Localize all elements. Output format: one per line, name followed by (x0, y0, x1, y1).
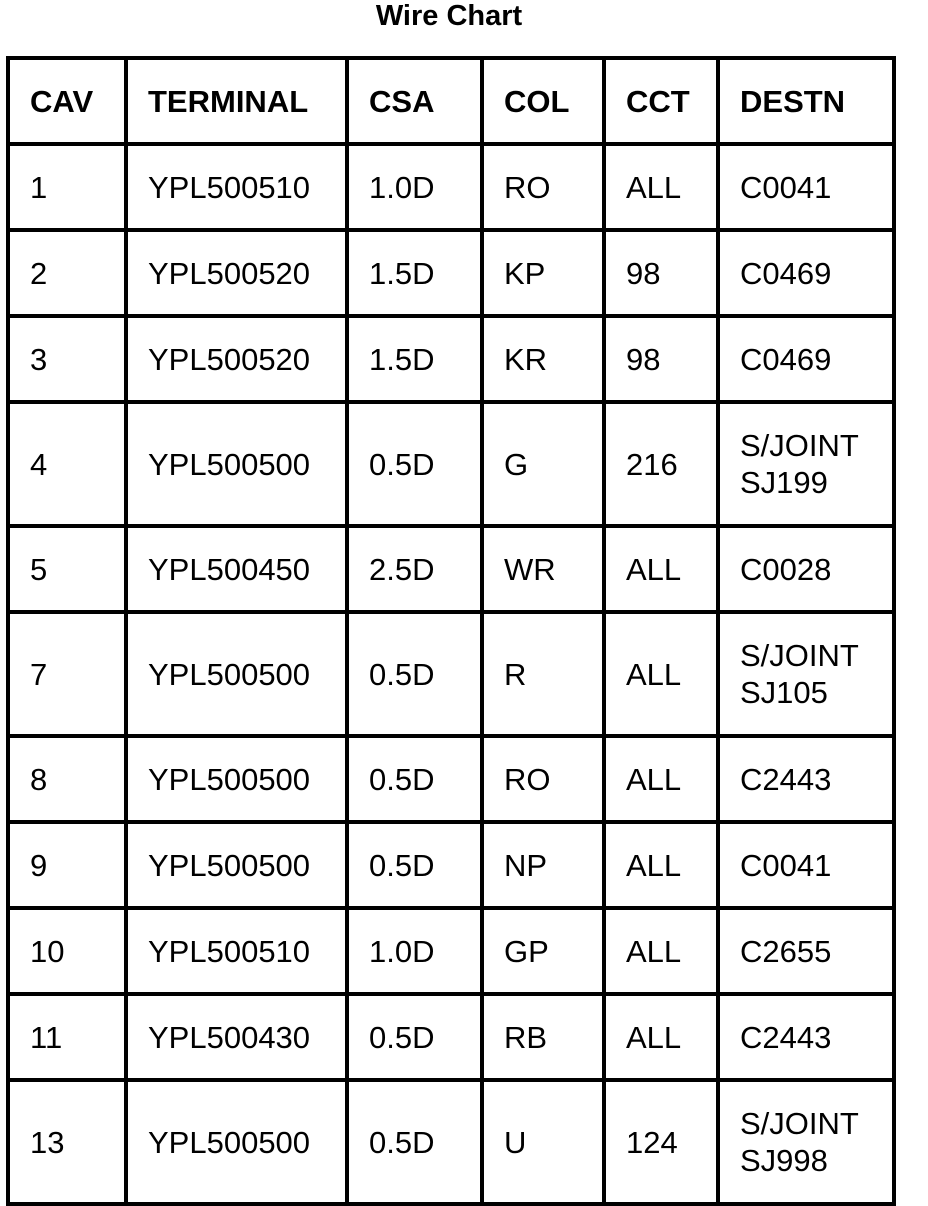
destn-cell (718, 612, 894, 736)
header-terminal: TERMINAL (126, 58, 347, 144)
destn-cell (718, 994, 894, 1080)
header-destn: DESTN (718, 58, 894, 144)
table-row (8, 1080, 894, 1204)
table-body (8, 144, 894, 1204)
col-cell: R (482, 612, 604, 736)
terminal-cell: YPL500520 (126, 316, 347, 402)
terminal-cell: YPL500500 (126, 822, 347, 908)
destn-line: S/JOINT (740, 638, 859, 673)
destn-cell (718, 316, 894, 402)
cav-cell: 3 (8, 316, 126, 402)
csa-cell: 0.5D (347, 1080, 482, 1204)
destn-line: S/JOINT (740, 428, 859, 463)
col-cell: NP (482, 822, 604, 908)
table-row (8, 230, 894, 316)
csa-cell: 0.5D (347, 402, 482, 526)
destn-cell (718, 230, 894, 316)
col-cell: G (482, 402, 604, 526)
cav-cell: 7 (8, 612, 126, 736)
terminal-cell: YPL500510 (126, 144, 347, 230)
col-cell: WR (482, 526, 604, 612)
header-col: COL (482, 58, 604, 144)
terminal-cell: YPL500500 (126, 1080, 347, 1204)
cct-cell: 124 (604, 1080, 718, 1204)
col-cell: RO (482, 736, 604, 822)
destn-line: C2443 (740, 1019, 832, 1055)
cct-cell: 216 (604, 402, 718, 526)
destn-cell (718, 144, 894, 230)
header-cct: CCT (604, 58, 718, 144)
destn-line: SJ998 (740, 1143, 828, 1178)
col-cell: RO (482, 144, 604, 230)
cct-cell: ALL (604, 736, 718, 822)
destn-line: SJ199 (740, 465, 828, 500)
destn-line: S/JOINT (740, 1106, 859, 1141)
terminal-cell: YPL500500 (126, 402, 347, 526)
col-cell: KR (482, 316, 604, 402)
terminal-cell: YPL500430 (126, 994, 347, 1080)
table-row (8, 316, 894, 402)
cav-cell: 4 (8, 402, 126, 526)
table-row (8, 612, 894, 736)
header-csa: CSA (347, 58, 482, 144)
csa-cell: 1.5D (347, 316, 482, 402)
terminal-cell: YPL500510 (126, 908, 347, 994)
destn-line: SJ105 (740, 675, 828, 710)
destn-line: C0041 (740, 169, 832, 205)
cav-cell: 10 (8, 908, 126, 994)
cct-cell: ALL (604, 908, 718, 994)
terminal-cell: YPL500500 (126, 736, 347, 822)
csa-cell: 0.5D (347, 736, 482, 822)
csa-cell: 1.5D (347, 230, 482, 316)
col-cell: GP (482, 908, 604, 994)
destn-line: C0469 (740, 255, 832, 291)
table-row (8, 402, 894, 526)
cav-cell: 13 (8, 1080, 126, 1204)
cav-cell: 11 (8, 994, 126, 1080)
destn-cell (718, 736, 894, 822)
table-row (8, 736, 894, 822)
csa-cell: 0.5D (347, 822, 482, 908)
table-row (8, 526, 894, 612)
csa-cell: 0.5D (347, 994, 482, 1080)
cct-cell: ALL (604, 526, 718, 612)
terminal-cell: YPL500500 (126, 612, 347, 736)
csa-cell: 1.0D (347, 908, 482, 994)
terminal-cell: YPL500450 (126, 526, 347, 612)
destn-line: C0041 (740, 847, 832, 883)
cav-cell: 8 (8, 736, 126, 822)
table-row (8, 994, 894, 1080)
table-row (8, 144, 894, 230)
csa-cell: 2.5D (347, 526, 482, 612)
cav-cell: 9 (8, 822, 126, 908)
col-cell: KP (482, 230, 604, 316)
table-row (8, 908, 894, 994)
cct-cell: ALL (604, 994, 718, 1080)
destn-cell (718, 402, 894, 526)
col-cell: RB (482, 994, 604, 1080)
cct-cell: ALL (604, 822, 718, 908)
destn-line: C0469 (740, 341, 832, 377)
destn-cell (718, 908, 894, 994)
cav-cell: 5 (8, 526, 126, 612)
col-cell: U (482, 1080, 604, 1204)
page-title: Wire Chart (375, 0, 523, 32)
destn-cell (718, 526, 894, 612)
table-row (8, 822, 894, 908)
cav-cell: 1 (8, 144, 126, 230)
destn-line: C2655 (740, 933, 832, 969)
table-header-row (8, 58, 894, 144)
cct-cell: 98 (604, 230, 718, 316)
cct-cell: ALL (604, 144, 718, 230)
destn-line: C0028 (740, 551, 832, 587)
destn-cell (718, 822, 894, 908)
wire-chart-table (6, 56, 896, 1206)
destn-line: C2443 (740, 761, 832, 797)
csa-cell: 1.0D (347, 144, 482, 230)
destn-cell (718, 1080, 894, 1204)
cav-cell: 2 (8, 230, 126, 316)
cct-cell: ALL (604, 612, 718, 736)
cct-cell: 98 (604, 316, 718, 402)
csa-cell: 0.5D (347, 612, 482, 736)
terminal-cell: YPL500520 (126, 230, 347, 316)
header-cav: CAV (8, 58, 126, 144)
